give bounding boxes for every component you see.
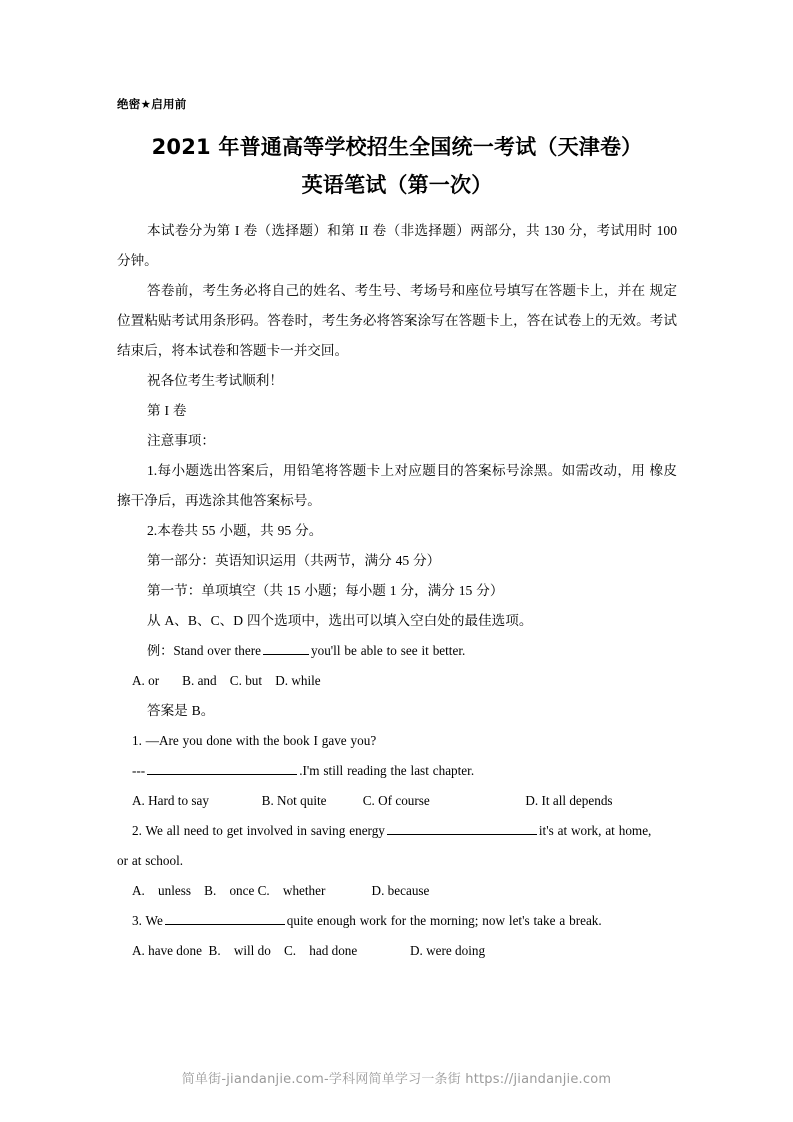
question-1-options: A. Hard to say B. Not quite C. Of course D. It all depends xyxy=(132,793,613,808)
example-prefix: 例： xyxy=(147,643,174,658)
question-2-options: A. unless B. once C. whether D. because xyxy=(132,883,430,898)
question-3-stem-after: quite enough work for the morning; now let's take a break. xyxy=(286,913,602,928)
question-3-stem-before: 3. We xyxy=(132,913,163,928)
secret-notice: 绝密★启用前 xyxy=(117,97,187,111)
note-item-2: 2.本卷共 55 小题，共 95 分。 xyxy=(147,523,323,538)
section-label-volume-one: 第 I 卷 xyxy=(147,403,187,418)
question-2-stem-after: it's at work, at home, xyxy=(538,823,652,838)
question-3-stem xyxy=(117,906,677,936)
footer-watermark: 简单街-jiandanjie.com-学科网简单学习一条街 https://jiandanjie.com xyxy=(181,1072,612,1087)
question-1-line-1: 1. —Are you done with the book I gave you? xyxy=(132,733,377,748)
part-one-heading: 第一部分：英语知识运用（共两节，满分 45 分） xyxy=(147,553,441,568)
instruction-paragraph-3: 祝各位考生考试顺利！ xyxy=(147,373,283,388)
instruction-paragraph-1: 本试卷分为第 I 卷（选择题）和第 II 卷（非选择题）两部分，共 130 分，考试用时 100 分钟。 xyxy=(117,223,677,268)
example-stem xyxy=(117,636,677,666)
note-item-1: 1.每小题选出答案后，用铅笔将答题卡上对应题目的答案标号涂黑。如需改动，用 橡皮擦干净后，再选涂其他答案标号。 xyxy=(117,463,677,508)
page-subtitle: 英语笔试（第一次） xyxy=(301,173,493,197)
question-2-stem-before: 2. We all need to get involved in saving energy xyxy=(132,823,385,838)
example-options: A. or B. and C. but D. while xyxy=(132,673,321,688)
question-3-blank xyxy=(165,911,285,925)
question-1-blank xyxy=(147,761,297,775)
notes-label: 注意事项： xyxy=(147,433,215,448)
question-2-stem xyxy=(117,816,677,846)
question-3-options: A. have done B. will do C. had done D. were doing xyxy=(132,943,486,958)
page-title: 2021 年普通高等学校招生全国统一考试（天津卷） xyxy=(151,135,643,159)
example-blank xyxy=(263,641,309,655)
question-1-line-2 xyxy=(117,756,677,786)
example-stem-before: Stand over there xyxy=(173,643,261,658)
question-1-line-2-after: .I'm still reading the last chapter. xyxy=(299,763,475,778)
instruction-paragraph-2: 答卷前，考生务必将自己的姓名、考生号、考场号和座位号填写在答题卡上，并在 规定位置粘贴考试用条形码。答卷时，考生务必将答案涂写在答题卡上，答在试卷上的无效。考试结束后，将本试卷和答题卡一并交回。 xyxy=(117,283,677,358)
question-2-blank xyxy=(387,821,537,835)
example-answer: 答案是 B。 xyxy=(147,703,215,718)
section-one-direction: 从 A、B、C、D 四个选项中，选出可以填入空白处的最佳选项。 xyxy=(147,613,533,628)
example-stem-after: you'll be able to see it better. xyxy=(311,643,466,658)
question-1-dash: --- xyxy=(132,763,146,778)
document-content xyxy=(117,96,677,966)
section-one-heading: 第一节：单项填空（共 15 小题；每小题 1 分，满分 15 分） xyxy=(147,583,504,598)
question-2-continuation: or at school. xyxy=(117,853,184,868)
